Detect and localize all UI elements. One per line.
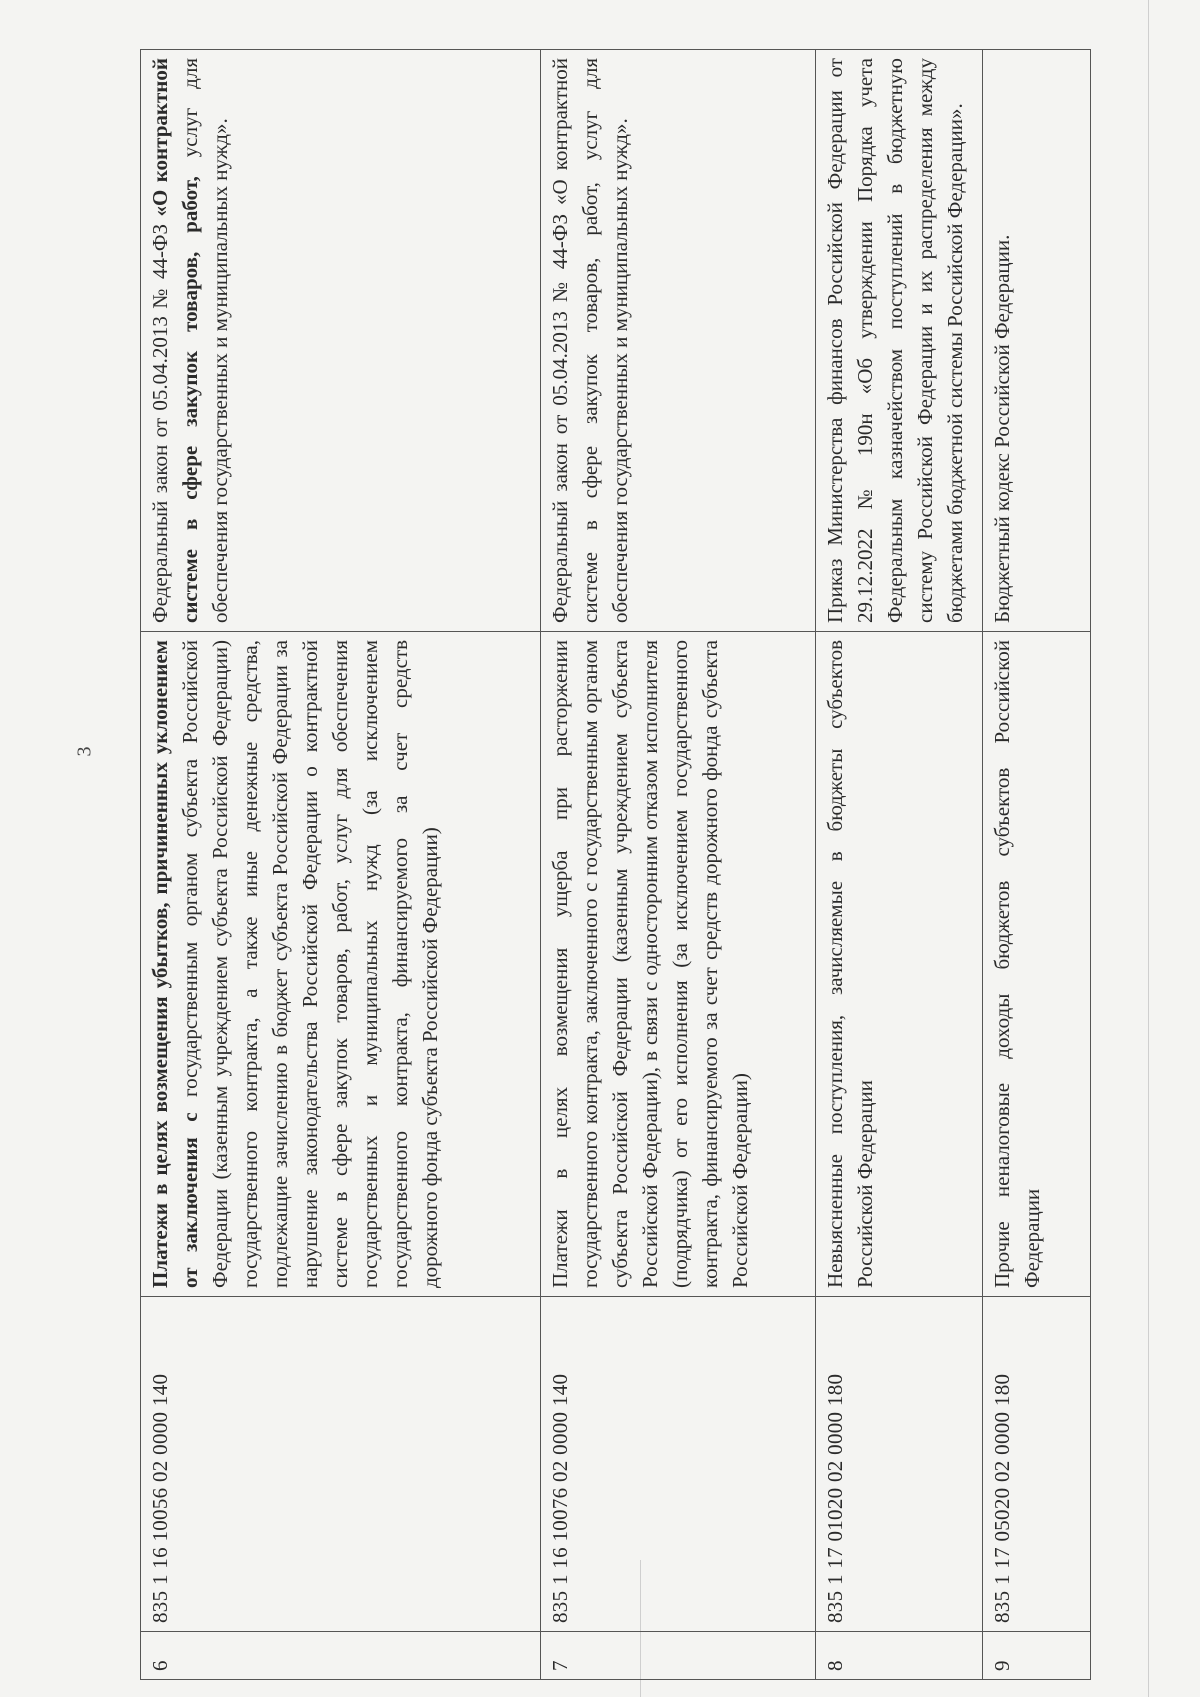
table-row — [541, 50, 816, 1680]
table-row — [141, 50, 541, 1680]
budget-code: 835 1 17 01020 02 0000 180 — [816, 1297, 983, 1632]
budget-code: 835 1 16 10056 02 0000 140 — [141, 1297, 541, 1632]
legal-basis-text: Приказ Министерства финансов Российской Федерации от 29.12.2022 № 190н «Об утверждении Порядка учета Федеральным казначейством поступлений в бюджетную систему Российской Федерации и их распределения между бюджетами бюджетной системы Российской Федерации». — [823, 58, 968, 623]
legal-basis — [541, 50, 816, 632]
budget-code: 835 1 17 05020 02 0000 180 — [983, 1297, 1091, 1632]
scan-edge-line — [1148, 0, 1149, 1697]
revenue-description — [141, 632, 541, 1297]
revenue-codes-table — [140, 49, 1091, 1680]
legal-basis-text: Федеральный закон от 05.04.2013 № 44-ФЗ «О контрактной системе в сфере закупок товаров, работ, услуг для обеспечения государственных и муниципальных нужд». — [548, 58, 633, 623]
row-number: 6 — [141, 1632, 541, 1680]
row-number: 7 — [541, 1632, 816, 1680]
description-text: Невыясненные поступления, зачисляемые в бюджеты субъектов Российской Федерации — [823, 640, 878, 1288]
description-text: Прочие неналоговые доходы бюджетов субъектов Российской Федерации — [990, 640, 1045, 1288]
description-text: государственным органом субъекта Российской Федерации (казенным учреждением субъекта Российской Федерации) государственного контракта, а также иные денежные средства, подлежащие зачислению в бюджет субъекта Российской Федерации за нарушение законодательства Российской Федерации о контрактной системе в сфере закупок товаров, работ, услуг для обеспечения государственных и муниципальных нужд (за исключением государственного контракта, финансируемого за счет средств дорожного фонда субъекта Российской Федерации) — [178, 640, 443, 1288]
legal-basis-text: Федеральный закон от 05.04.2013 № 44-ФЗ — [148, 216, 172, 623]
description-bold-part: Платежи в целях возмещения убытков, причиненных уклонением от заключения с — [148, 640, 203, 1288]
budget-code: 835 1 16 10076 02 0000 140 — [541, 1297, 816, 1632]
revenue-description — [983, 632, 1091, 1297]
legal-basis — [816, 50, 983, 632]
legal-basis-text-end: услуг для обеспечения государственных и муниципальных нужд». — [178, 58, 233, 623]
page-number: 3 — [73, 746, 96, 757]
row-number: 8 — [816, 1632, 983, 1680]
table-row — [983, 50, 1091, 1680]
rotated-table-wrapper — [140, 50, 1090, 1680]
revenue-description — [541, 632, 816, 1297]
revenue-description — [816, 632, 983, 1297]
legal-basis — [141, 50, 541, 632]
legal-basis-text: Бюджетный кодекс Российской Федерации. — [990, 234, 1014, 623]
description-text: Платежи в целях возмещения ущерба при расторжении государственного контракта, заключенного с государственным органом субъекта Российской Федерации (казенным учреждением субъекта Российской Федерации), в связи с односторонним отказом исполнителя (подрядчика) от его исполнения (за исключением государственного контракта, финансируемого за счет средств дорожного фонда субъекта Российской Федерации) — [548, 640, 753, 1288]
row-number: 9 — [983, 1632, 1091, 1680]
legal-basis-bold-part: «О контрактной системе в сфере закупок товаров, работ, — [148, 57, 203, 623]
legal-basis — [983, 50, 1091, 632]
table-row — [816, 50, 983, 1680]
